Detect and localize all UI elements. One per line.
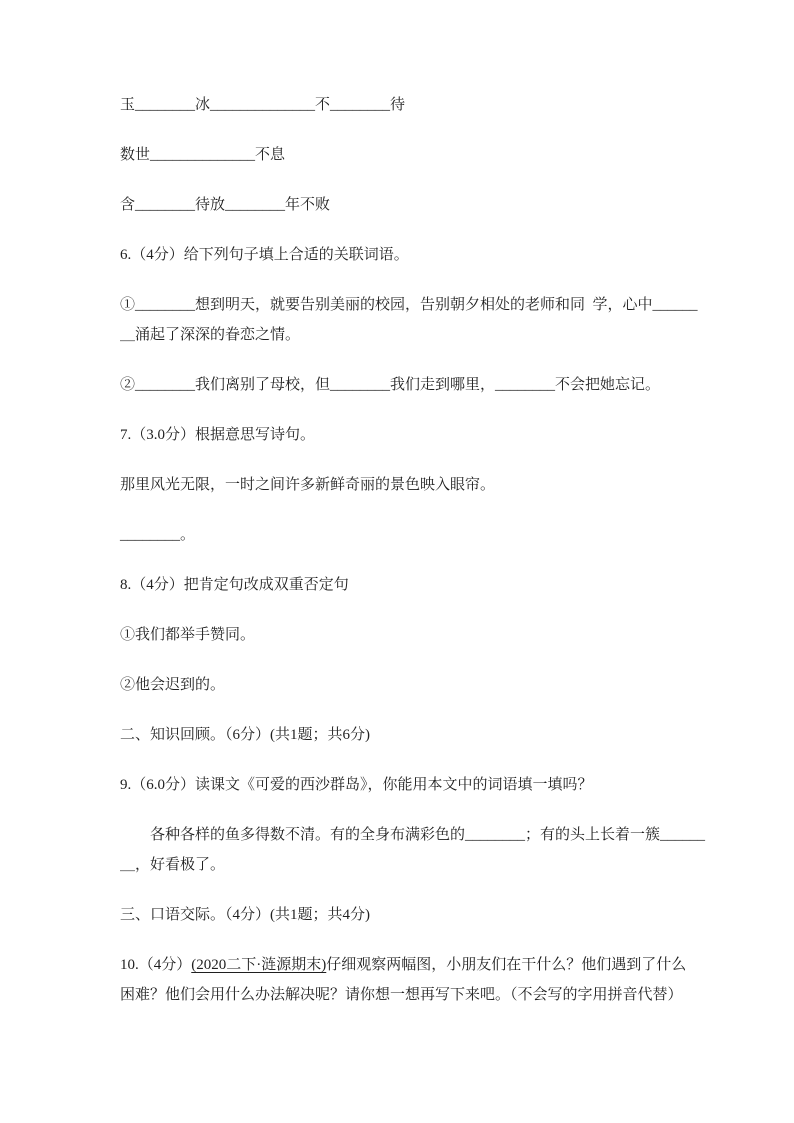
question-6-item-2: ②________我们离别了母校，但________我们走到哪里，________不会把她忘记。 [120,377,661,393]
question-10-stem-line-2: 困难？他们会用什么办法解决呢？请你想一想再写下来吧。（不会写的字用拼音代替） [120,987,683,1003]
question-9-passage-line-1: 各种各样的鱼多得数不清。有的全身布满彩色的________；有的头上长着一簇______ [150,827,706,843]
question-10-text: 仔细观察两幅图，小朋友们在干什么？他们遇到了什么 [326,957,687,973]
question-7-meaning-text: 那里风光无限，一时之间许多新鲜奇丽的景色映入眼帘。 [120,477,496,493]
question-7-answer-blank: ________。 [120,527,196,543]
question-6-item-1-line-1: ①________想到明天，就要告别美丽的校园，告别朝夕相处的老师和同 学，心中______ [120,297,698,313]
fill-in-blank-word-line-2: 数世______________不息 [120,147,286,163]
question-10-source-tag: (2020二下·涟源期末) [191,957,327,973]
question-10-stem-line-1 [120,950,687,980]
question-9-stem: 9.（6.0分）读课文《可爱的西沙群岛》，你能用本文中的词语填一填吗？ [120,777,593,793]
section-2-header: 二、知识回顾。（6分）(共1题；共6分) [120,727,370,743]
fill-in-blank-word-line-1: 玉________冰______________不________待 [120,97,406,113]
section-3-header: 三、口语交际。（4分）(共1题；共4分) [120,907,370,923]
fill-in-blank-word-line-3: 含________待放________年不败 [120,197,331,213]
question-8-stem: 8.（4分）把肯定句改成双重否定句 [120,577,349,593]
question-8-item-1: ①我们都举手赞同。 [120,627,256,643]
question-9-passage-line-2: ＿，好看极了。 [120,857,226,873]
question-10-number: 10.（4分） [120,957,192,973]
question-8-item-2: ②他会迟到的。 [120,677,226,693]
question-7-stem: 7.（3.0分）根据意思写诗句。 [120,427,316,443]
question-6-item-1-line-2: ＿涌起了深深的眷恋之情。 [120,327,301,343]
question-6-stem: 6.（4分）给下列句子填上合适的关联词语。 [120,247,409,263]
